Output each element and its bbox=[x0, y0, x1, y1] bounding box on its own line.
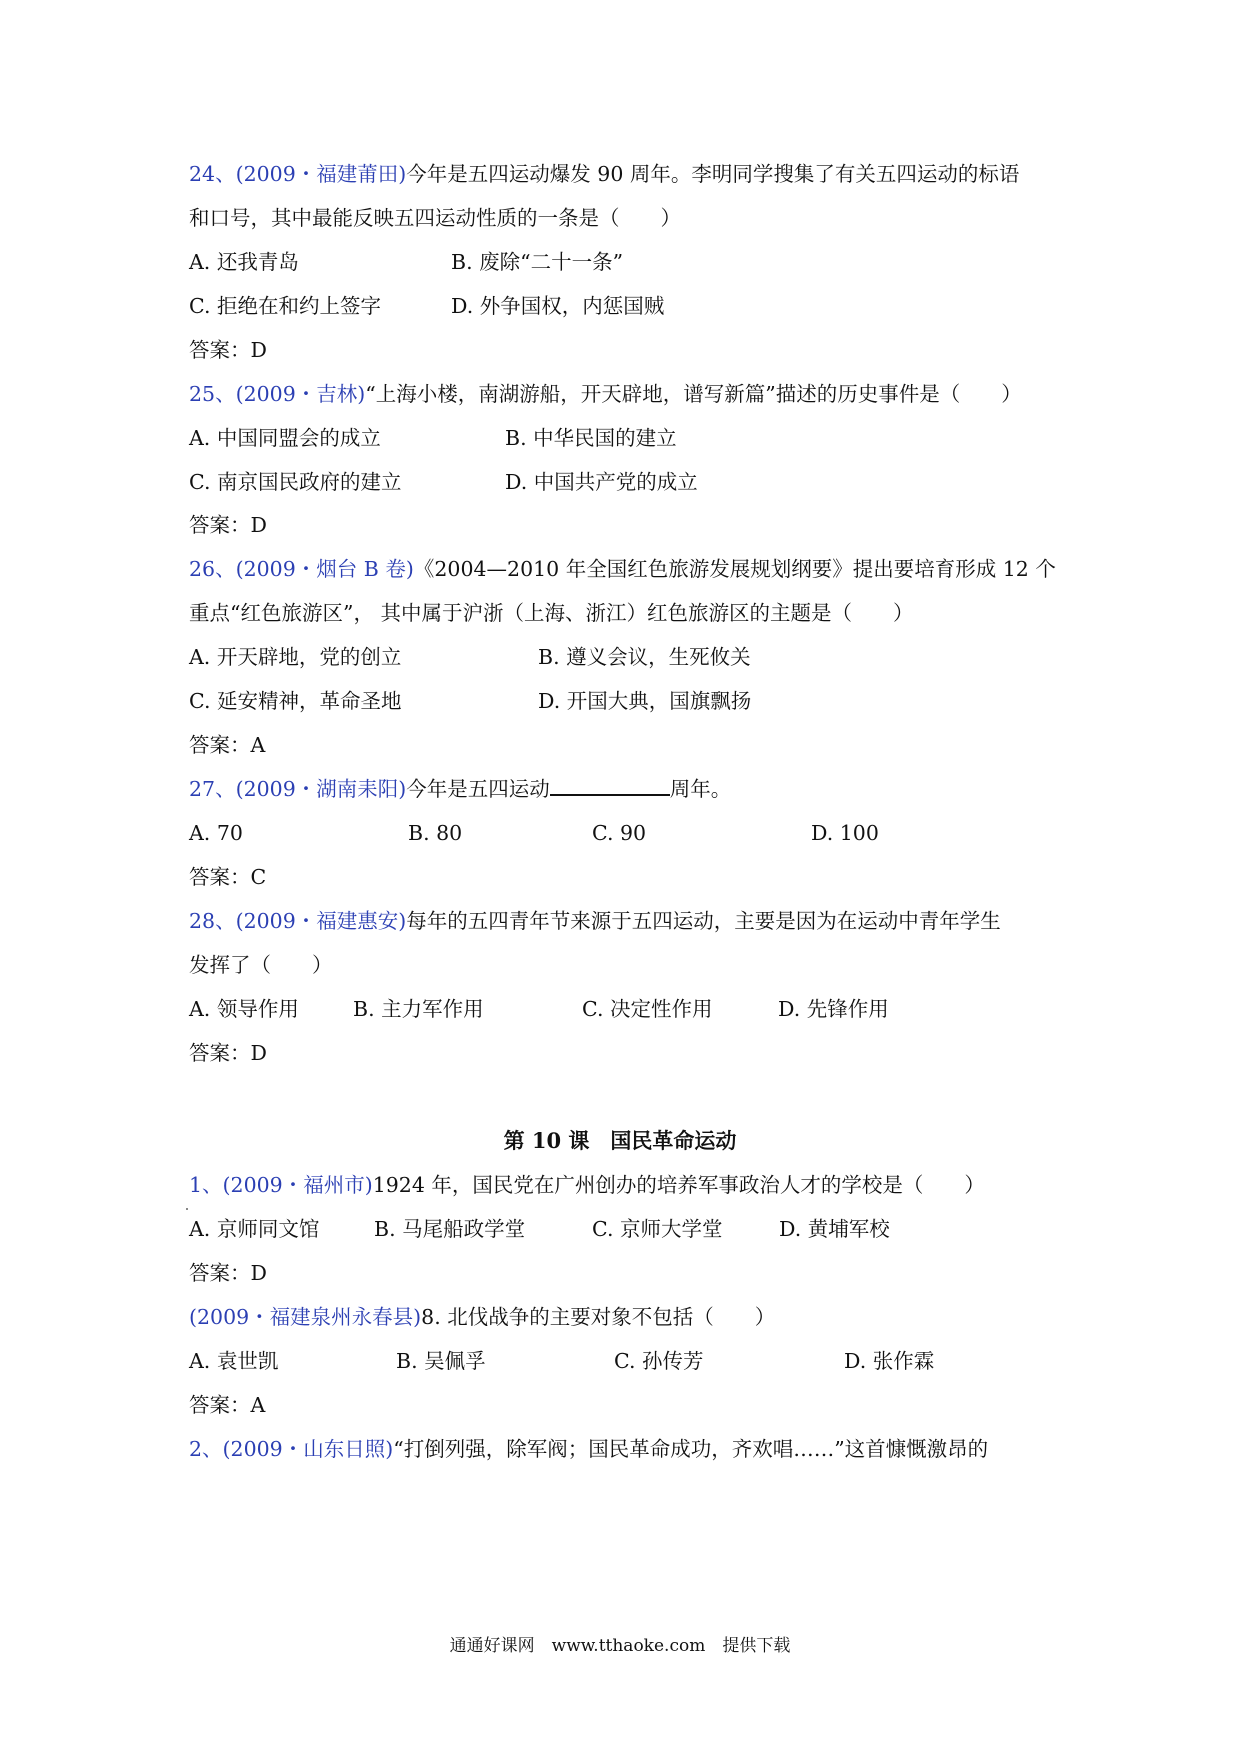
question-24-options-row1 bbox=[189, 246, 1060, 278]
option-a: A. 领导作用 bbox=[189, 997, 299, 1021]
option-b: B. 马尾船政学堂 bbox=[374, 1217, 526, 1241]
question-source: 25、(2009・吉林) bbox=[189, 382, 366, 406]
question-25-stem: 25、(2009・吉林)“上海小楼，南湖游船，开天辟地，谱写新篇”描述的历史事件是（ ） bbox=[189, 382, 1022, 406]
option-d: D. 先锋作用 bbox=[778, 997, 889, 1021]
lesson-question-8-options bbox=[189, 1345, 1060, 1377]
option-b: B. 80 bbox=[408, 821, 463, 845]
question-24-stem-cont: 和口号，其中最能反映五四运动性质的一条是（ ） bbox=[189, 206, 681, 230]
option-a: A. 京师同文馆 bbox=[189, 1217, 320, 1241]
option-c: C. 京师大学堂 bbox=[592, 1217, 723, 1241]
answer: 答案：A bbox=[189, 1393, 266, 1417]
question-25-options-row1 bbox=[189, 422, 1060, 454]
option-c: C. 决定性作用 bbox=[582, 997, 713, 1021]
option-d: D. 100 bbox=[811, 821, 879, 845]
option-b: B. 废除“二十一条” bbox=[451, 250, 624, 274]
question-24-options-row2 bbox=[189, 290, 1060, 322]
question-26-options-row1 bbox=[189, 641, 1060, 673]
question-25-options-row2 bbox=[189, 466, 1060, 498]
lesson-question-2-stem: 2、(2009・山东日照)“打倒列强，除军阀；国民革命成功，齐欢唱……”这首慷慨激昂的 bbox=[189, 1437, 989, 1461]
option-d: D. 黄埔军校 bbox=[779, 1217, 890, 1241]
lesson-question-8-stem: (2009・福建泉州永春县)8. 北伐战争的主要对象不包括（ ） bbox=[189, 1305, 776, 1329]
lesson-question-1-stem: 1、(2009・福州市)1924 年，国民党在广州创办的培养军事政治人才的学校是（ ） bbox=[189, 1173, 985, 1197]
question-27-stem: 27、(2009・湖南耒阳)今年是五四运动 周年。 bbox=[189, 773, 1060, 805]
question-28-stem: 28、(2009・福建惠安)每年的五四青年节来源于五四运动，主要是因为在运动中青年学生 bbox=[189, 909, 1001, 933]
option-a: A. 中国同盟会的成立 bbox=[189, 426, 381, 450]
answer: 答案：D bbox=[189, 338, 267, 362]
question-source: 26、(2009・烟台 B 卷) bbox=[189, 557, 414, 581]
page-footer: 通通好课网 www.tthaoke.com 提供下载 bbox=[449, 1636, 791, 1656]
option-c: C. 拒绝在和约上签字 bbox=[189, 294, 381, 318]
option-a: A. 袁世凯 bbox=[189, 1349, 279, 1373]
fill-in-blank bbox=[550, 774, 670, 796]
question-28-stem-cont: 发挥了（ ） bbox=[189, 953, 333, 977]
option-b: B. 吴佩孚 bbox=[396, 1349, 486, 1373]
answer: 答案：D bbox=[189, 1041, 267, 1065]
question-28-options bbox=[189, 993, 1060, 1025]
question-source: 2、(2009・山东日照) bbox=[189, 1437, 394, 1461]
option-b: B. 中华民国的建立 bbox=[505, 426, 677, 450]
option-c: C. 90 bbox=[592, 821, 647, 845]
option-c: C. 孙传芳 bbox=[614, 1349, 704, 1373]
option-b: B. 主力军作用 bbox=[353, 997, 484, 1021]
option-a: A. 还我青岛 bbox=[189, 250, 299, 274]
question-26-stem: 26、(2009・烟台 B 卷)《2004—2010 年全国红色旅游发展规划纲要》提出要培育形成 12 个 bbox=[189, 557, 1056, 581]
question-26-stem-cont: 重点“红色旅游区”， 其中属于沪浙（上海、浙江）红色旅游区的主题是（ ） bbox=[189, 601, 914, 625]
stray-mark bbox=[186, 1208, 188, 1210]
answer: 答案：C bbox=[189, 865, 267, 889]
question-26-options-row2 bbox=[189, 685, 1060, 717]
answer: 答案：A bbox=[189, 733, 266, 757]
question-source: 28、(2009・福建惠安) bbox=[189, 909, 407, 933]
option-b: B. 遵义会议，生死攸关 bbox=[538, 645, 751, 669]
option-d: D. 外争国权，内惩国贼 bbox=[451, 294, 665, 318]
question-source: 27、(2009・湖南耒阳) bbox=[189, 777, 407, 801]
option-d: D. 张作霖 bbox=[844, 1349, 935, 1373]
option-a: A. 70 bbox=[189, 821, 243, 845]
question-source: 24、(2009・福建莆田) bbox=[189, 162, 407, 186]
question-27-options bbox=[189, 817, 1060, 849]
lesson-question-1-options bbox=[189, 1213, 1060, 1245]
answer: 答案：D bbox=[189, 1261, 267, 1285]
lesson-title: 第 10 课 国民革命运动 bbox=[503, 1128, 737, 1153]
option-a: A. 开天辟地，党的创立 bbox=[189, 645, 402, 669]
question-source: (2009・福建泉州永春县) bbox=[189, 1305, 422, 1329]
option-c: C. 延安精神，革命圣地 bbox=[189, 689, 402, 713]
option-c: C. 南京国民政府的建立 bbox=[189, 470, 402, 494]
option-d: D. 开国大典，国旗飘扬 bbox=[538, 689, 752, 713]
question-source: 1、(2009・福州市) bbox=[189, 1173, 373, 1197]
answer: 答案：D bbox=[189, 513, 267, 537]
option-d: D. 中国共产党的成立 bbox=[505, 470, 698, 494]
question-24-stem: 24、(2009・福建莆田)今年是五四运动爆发 90 周年。李明同学搜集了有关五四运动的标语 bbox=[189, 162, 1020, 186]
